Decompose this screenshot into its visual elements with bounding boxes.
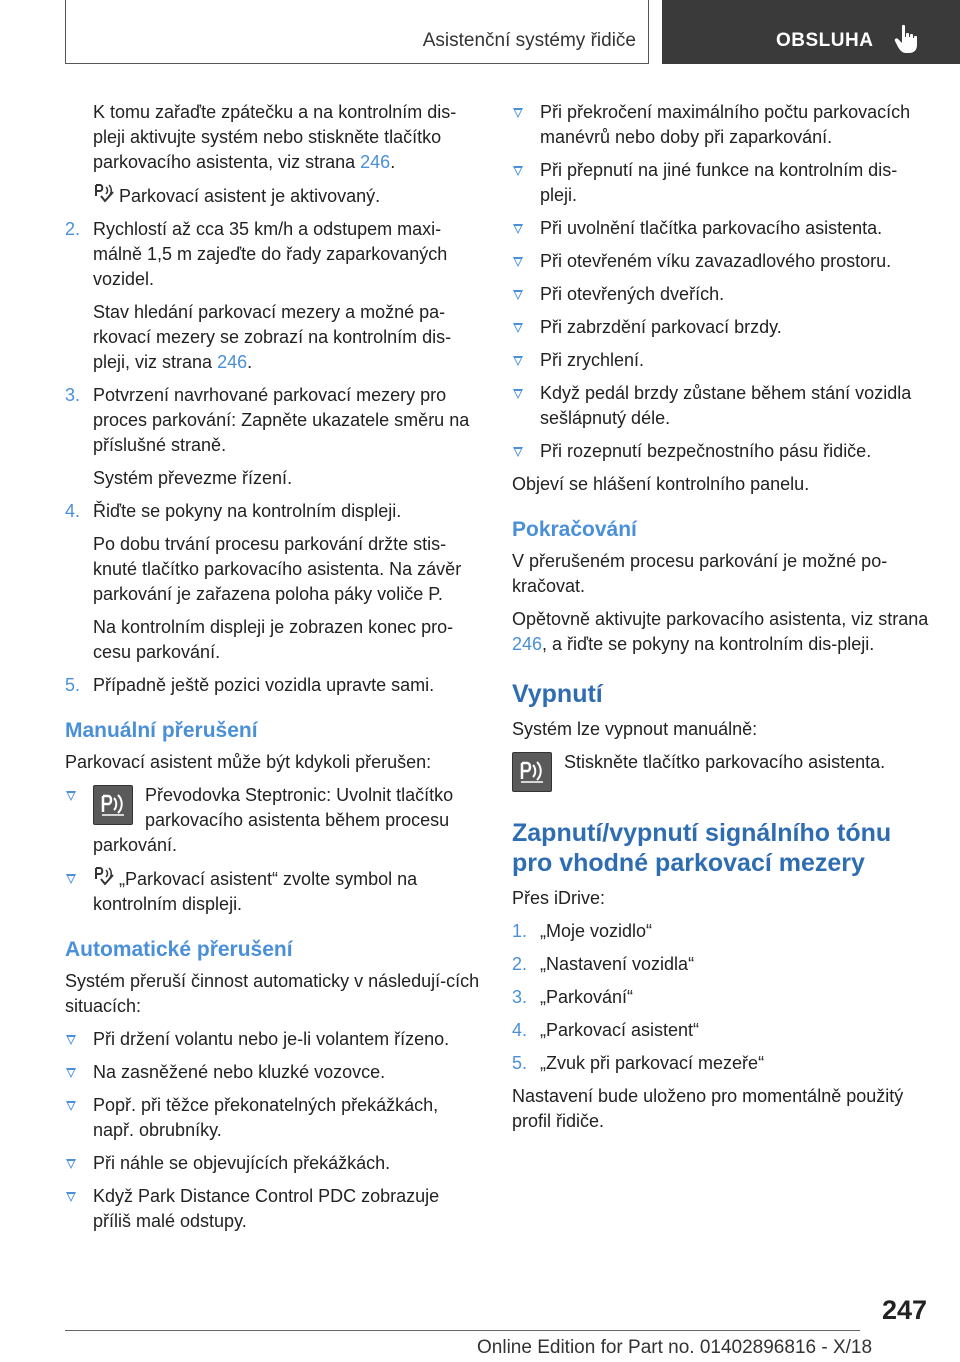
list-item: 5. „Zvuk při parkovací mezeře“ <box>512 1053 765 1073</box>
bullet-triangle-icon <box>513 290 523 300</box>
bullet-triangle-icon <box>513 447 523 457</box>
parking-assistant-button-icon <box>93 785 133 825</box>
paragraph: Přes iDrive: <box>512 888 606 908</box>
list-item: „Parkovací asistent“ zvolte symbol na kontrolním displeji. <box>65 866 480 917</box>
paragraph: Opětovně aktivujte parkovacího asistenta, viz strana 246, a řiďte se pokyny na kontrolním dis-pleji. <box>512 609 929 654</box>
paragraph: Nastavení bude uloženo pro momentálně použitý profil řidiče. <box>512 1086 904 1131</box>
hand-pointer-icon <box>894 24 920 54</box>
bullet-triangle-icon <box>66 1192 76 1202</box>
bullet-triangle-icon <box>66 874 76 884</box>
list-item: Když Park Distance Control PDC zobrazuje příliš malé odstupy. <box>65 1184 480 1234</box>
section-tab-label: OBSLUHA <box>776 30 874 51</box>
list-item: Při otevřených dveřích. <box>512 282 932 307</box>
list-item: Při zrychlení. <box>512 348 932 373</box>
section-title: Asistenční systémy řidiče <box>422 30 636 51</box>
bullet-triangle-icon <box>513 389 523 399</box>
list-item: Při rozepnutí bezpečnostního pásu řidiče. <box>512 439 932 464</box>
button-instruction: Stiskněte tlačítko parkovacího asistenta. <box>512 750 932 796</box>
list-item: Při otevřeném víku zavazadlového prostoru. <box>512 249 932 274</box>
parking-assistant-icon <box>93 183 115 205</box>
list-item: 3. „Parkování“ <box>512 987 634 1007</box>
section-tab[interactable] <box>662 0 960 64</box>
bullet-triangle-icon <box>66 1035 76 1045</box>
list-item: Když pedál brzdy zůstane během stání vozidla sešlápnutý déle. <box>512 381 932 431</box>
page-link[interactable]: 246 <box>217 352 248 372</box>
bullet-triangle-icon <box>513 323 523 333</box>
list-item: Při přepnutí na jiné funkce na kontrolním dis-pleji. <box>512 158 932 208</box>
status-line: Parkovací asistent je aktivovaný. <box>65 183 480 209</box>
page-header <box>0 0 960 66</box>
list-item: 4. „Parkovací asistent“ <box>512 1020 700 1040</box>
page-link[interactable]: 246 <box>360 152 391 172</box>
list-item: 4. Řiďte se pokyny na kontrolním displeji. Po dobu trvání procesu parkování držte stis-knuté tlačítko parkovacího asistenta. Na závěr parkování je zařazena poloha páky voliče P. Na kontrolním displeji je zobrazen konec pro-cesu parkování. <box>65 501 462 662</box>
paragraph: Parkovací asistent může být kdykoli přerušen: <box>65 752 432 772</box>
paragraph: V přerušeném procesu parkování je možné po-kračovat. <box>512 551 888 596</box>
page-link[interactable]: 246 <box>512 634 543 654</box>
bullet-triangle-icon <box>66 1159 76 1169</box>
section-heading: Zapnutí/vypnutí signálního tónu pro vhodné parkovací mezery <box>512 819 892 877</box>
list-item: 2. Rychlostí až cca 35 km/h a odstupem maxi-málně 1,5 m zajeďte do řady zaparkovaných vozidel. Stav hledání parkovací mezery a možné pa-rkovací mezery se zobrazí na kontrolním dis-pleji, viz strana 246. <box>65 219 452 372</box>
footer-edition: Online Edition for Part no. 01402896816 - X/18 <box>477 1337 873 1358</box>
list-item: 3. Potvrzení navrhované parkovací mezery pro proces parkování: Zapněte ukazatele směru na příslušné straně. Systém převezme řízení. <box>65 385 470 488</box>
list-item: Při překročení maximálního počtu parkovacích manévrů nebo doby při zaparkování. <box>512 100 932 150</box>
list-item: Na zasněžené nebo kluzké vozovce. <box>65 1060 480 1085</box>
list-item: Při uvolnění tlačítka parkovacího asistenta. <box>512 216 932 241</box>
continued-step-text: K tomu zařaďte zpátečku a na kontrolním dis-pleji aktivujte systém nebo stiskněte tlačítko parkovacího asistenta, viz strana 246. <box>93 102 457 172</box>
paragraph: Systém přeruší činnost automaticky v následují-cích situacích: <box>65 971 480 1016</box>
bullet-triangle-icon <box>66 791 76 801</box>
section-heading: Pokračování <box>512 518 637 541</box>
list-item: 2. „Nastavení vozidla“ <box>512 954 695 974</box>
paragraph: Objeví se hlášení kontrolního panelu. <box>512 474 810 494</box>
bullet-triangle-icon <box>513 257 523 267</box>
list-item: Převodovka Steptronic: Uvolnit tlačítko parkovacího asistenta během procesu parkování. <box>65 783 480 858</box>
section-heading: Manuální přerušení <box>65 719 258 742</box>
list-item: Při zabrzdění parkovací brzdy. <box>512 315 932 340</box>
page-number: 247 <box>881 1295 927 1325</box>
list-item: Při držení volantu nebo je-li volantem řízeno. <box>65 1027 480 1052</box>
paragraph: Systém lze vypnout manuálně: <box>512 719 758 739</box>
list-item: 1. „Moje vozidlo“ <box>512 921 653 941</box>
bullet-triangle-icon <box>513 166 523 176</box>
bullet-triangle-icon <box>513 224 523 234</box>
left-column <box>65 100 480 1242</box>
list-item: 5. Případně ještě pozici vozidla upravte sami. <box>65 675 435 695</box>
right-column <box>512 100 932 1142</box>
bullet-triangle-icon <box>66 1101 76 1111</box>
parking-assistant-icon <box>93 866 115 888</box>
list-item: Popř. při těžce překonatelných překážkách, např. obrubníky. <box>65 1093 480 1143</box>
parking-assistant-button-icon <box>512 752 552 792</box>
section-heading: Automatické přerušení <box>65 938 293 961</box>
bullet-triangle-icon <box>66 1068 76 1078</box>
bullet-triangle-icon <box>513 108 523 118</box>
section-heading: Vypnutí <box>512 680 603 708</box>
list-item: Při náhle se objevujících překážkách. <box>65 1151 480 1176</box>
bullet-triangle-icon <box>513 356 523 366</box>
footer-divider <box>65 1330 860 1331</box>
